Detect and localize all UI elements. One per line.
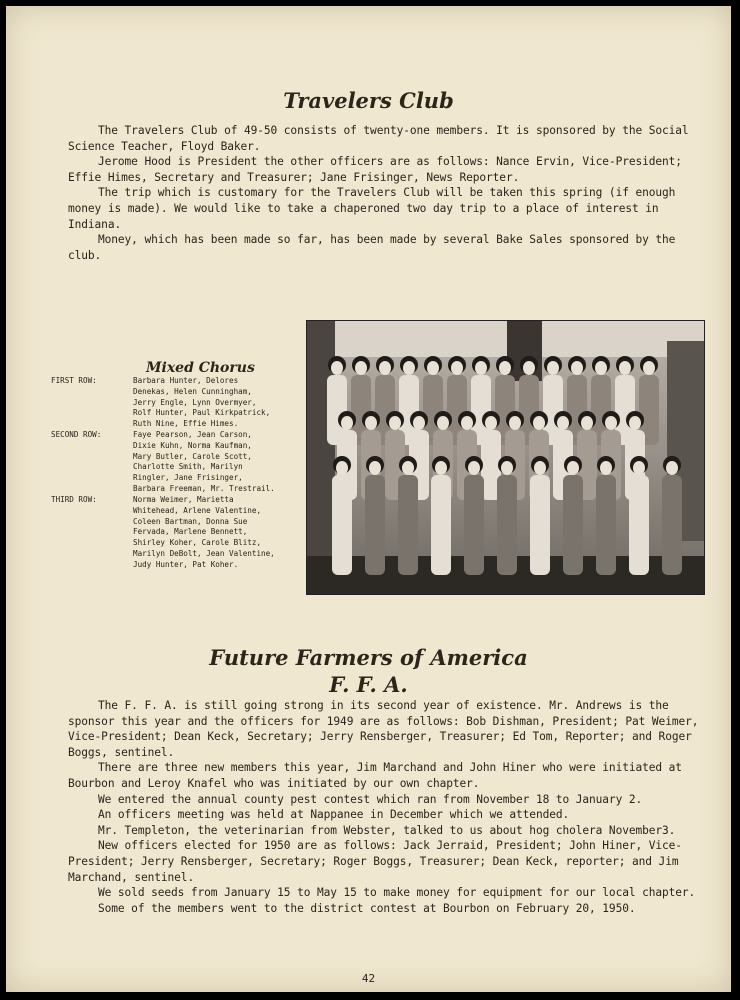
ffa-text xyxy=(68,698,708,916)
name-line: Ringler, Jane Frisinger, xyxy=(133,473,243,483)
name-line: Dixie Kuhn, Norma Kaufman, xyxy=(133,440,252,450)
person-face xyxy=(499,361,511,375)
name-line: Rolf Hunter, Paul Kirkpatrick, xyxy=(133,408,271,418)
person-body xyxy=(596,475,616,575)
paragraph: There are three new members this year, Jim Marchand and John Hiner who were initiated at Bourbon and Leroy Knafel who was initiated by our own chapter. xyxy=(68,761,682,790)
ffa-title xyxy=(6,644,731,698)
person-face xyxy=(533,416,545,430)
person-body xyxy=(629,475,649,575)
name-line: Whitehead, Arlene Valentine, xyxy=(133,505,262,515)
person-body xyxy=(563,475,583,575)
person-face xyxy=(547,361,559,375)
person-face xyxy=(509,416,521,430)
person-face xyxy=(389,416,401,430)
person-body xyxy=(464,475,484,575)
name-line: Mary Butler, Carole Scott, xyxy=(133,451,252,461)
person-face xyxy=(365,416,377,430)
person-face xyxy=(501,461,513,475)
paragraph: Money, which has been made so far, has been made by several Bake Sales sponsored by the club. xyxy=(68,233,676,262)
person-body xyxy=(332,475,352,575)
name-line: Barbara Freeman, Mr. Trestrail. xyxy=(133,483,275,493)
person-body xyxy=(398,475,418,575)
person-face xyxy=(629,416,641,430)
mixed-chorus-title: Mixed Chorus xyxy=(146,360,255,376)
person-face xyxy=(557,416,569,430)
row-names xyxy=(133,376,303,430)
person-face xyxy=(341,416,353,430)
name-line: Coleen Bartman, Donna Sue xyxy=(133,516,248,526)
person-face xyxy=(336,461,348,475)
name-line: Judy Hunter, Pat Koher. xyxy=(133,559,239,569)
person-face xyxy=(600,461,612,475)
person-body xyxy=(431,475,451,575)
person-face xyxy=(451,361,463,375)
yearbook-page xyxy=(6,6,731,992)
paragraph: Jerome Hood is President the other officers are as follows: Nance Ervin, Vice-President; Effie Himes, Secretary and Treasurer; Jane Frisinger, News Reporter. xyxy=(68,155,682,184)
person-body xyxy=(530,475,550,575)
paragraph: An officers meeting was held at Nappanee in December which we attended. xyxy=(98,808,570,822)
person-face xyxy=(435,461,447,475)
person-face xyxy=(523,361,535,375)
person-body xyxy=(365,475,385,575)
travelers-club-title: Travelers Club xyxy=(283,88,454,113)
person-face xyxy=(331,361,343,375)
person-face xyxy=(595,361,607,375)
name-line: Barbara Hunter, Delores xyxy=(133,376,239,385)
person-face xyxy=(633,461,645,475)
person-face xyxy=(355,361,367,375)
paragraph: Some of the members went to the district contest at Bourbon on February 20, 1950. xyxy=(98,901,636,915)
ffa-title-line2: F. F. A. xyxy=(329,672,408,697)
name-line: Norma Weimer, Marietta xyxy=(133,495,234,504)
person-face xyxy=(581,416,593,430)
name-line: Marilyn DeBolt, Jean Valentine, xyxy=(133,548,275,558)
person-face xyxy=(643,361,655,375)
row-label: SECOND ROW: xyxy=(51,430,102,439)
paragraph: Mr. Templeton, the veterinarian from Webster, talked to us about hog cholera November3. xyxy=(98,823,676,837)
person-face xyxy=(379,361,391,375)
person-body xyxy=(497,475,517,575)
name-line: Denekas, Helen Cunningham, xyxy=(133,386,252,396)
paragraph: The F. F. A. is still going strong in its second year of existence. Mr. Andrews is the sponsor this year and the officers for 1949 are as follows: Bob Dishman, President; Pat Weimer, Vice-President; Dean Keck, Secretary; Jerry Rensberger, Treasurer; Ed Tom, Reporter; and Roger Boggs, sentinel. xyxy=(68,699,699,759)
person-face xyxy=(437,416,449,430)
travelers-club-text xyxy=(68,123,698,263)
person-face xyxy=(461,416,473,430)
ffa-title-line1: Future Farmers of America xyxy=(209,645,528,670)
person-face xyxy=(567,461,579,475)
person-body xyxy=(662,475,682,575)
person-face xyxy=(468,461,480,475)
row-names xyxy=(133,430,303,495)
person-face xyxy=(427,361,439,375)
person-face xyxy=(413,416,425,430)
paragraph: We sold seeds from January 15 to May 15 to make money for equipment for our local chapter. xyxy=(98,886,696,900)
person-face xyxy=(402,461,414,475)
person-face xyxy=(485,416,497,430)
person-face xyxy=(619,361,631,375)
paragraph: New officers elected for 1950 are as follows: Jack Jerraid, President; John Hiner, Vice-President; Jerry Rensberger, Secretary; Roger Boggs, Treasurer; Dean Keck, reporter; and Jim Marchand, sentinel. xyxy=(68,839,682,884)
person-face xyxy=(605,416,617,430)
name-line: Ruth Nine, Effie Himes. xyxy=(133,419,239,429)
person-face xyxy=(475,361,487,375)
name-line: Shirley Koher, Carole Blitz, xyxy=(133,538,262,548)
row-names xyxy=(133,495,303,571)
person-face xyxy=(369,461,381,475)
person-face xyxy=(534,461,546,475)
name-line: Faye Pearson, Jean Carson, xyxy=(133,430,252,439)
person-face xyxy=(666,461,678,475)
group-photo-illustration xyxy=(307,321,704,594)
paragraph: The Travelers Club of 49-50 consists of twenty-one members. It is sponsored by the Social Science Teacher, Floyd Baker. xyxy=(68,124,689,153)
paragraph: We entered the annual county pest contest which ran from November 18 to January 2. xyxy=(98,792,643,806)
person-face xyxy=(403,361,415,375)
mixed-chorus-group-photo xyxy=(306,320,705,595)
paragraph: The trip which is customary for the Travelers Club will be taken this spring (if enough money is made). We would like to take a chaperoned two day trip to a place of interest in Indiana. xyxy=(68,186,676,231)
name-line: Jerry Engle, Lynn Overmyer, xyxy=(133,397,257,407)
row-label: FIRST ROW: xyxy=(51,376,97,385)
page-number: 42 xyxy=(361,972,376,985)
person-face xyxy=(571,361,583,375)
name-line: Fervada, Marlene Bennett, xyxy=(133,527,248,537)
name-line: Charlotte Smith, Marilyn xyxy=(133,462,243,472)
row-label: THIRD ROW: xyxy=(51,495,97,504)
